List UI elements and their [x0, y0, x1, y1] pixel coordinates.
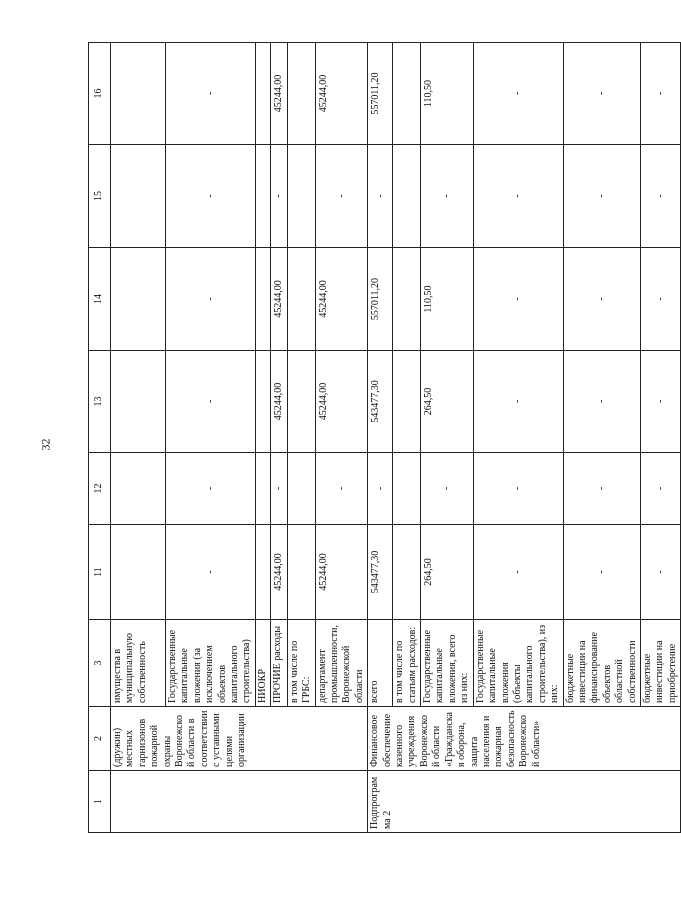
value-cell — [287, 351, 315, 453]
expense-type-cell: в том числе по статьям расходов: — [393, 620, 421, 707]
value-cell: - — [473, 351, 563, 453]
value-cell — [256, 248, 271, 351]
value-cell: - — [166, 453, 256, 525]
value-cell: - — [421, 145, 474, 248]
value-cell: - — [271, 453, 287, 525]
expense-type-cell: Государственные капитальные вложения (за исключением объектов капитального строительства) — [166, 620, 256, 707]
value-cell: 45244,00 — [315, 351, 368, 453]
value-cell — [111, 43, 166, 145]
value-cell: 45244,00 — [315, 248, 368, 351]
program-cell: Подпрограмма 2 — [368, 771, 681, 833]
value-cell — [393, 145, 421, 248]
rotated-table-container — [88, 43, 678, 833]
table-row — [111, 43, 166, 833]
header-cell: 3 — [89, 620, 111, 707]
header-cell: 15 — [89, 145, 111, 248]
page-number: 32 — [38, 438, 53, 451]
header-cell: 11 — [89, 525, 111, 620]
value-cell: - — [473, 248, 563, 351]
expense-type-cell: департамент промышленности, Воронежской области — [315, 620, 368, 707]
program-cell — [111, 771, 368, 833]
value-cell — [111, 525, 166, 620]
value-cell — [393, 43, 421, 145]
value-cell: - — [473, 453, 563, 525]
value-cell: - — [166, 525, 256, 620]
value-cell: - — [368, 453, 393, 525]
header-row — [89, 43, 111, 833]
value-cell: - — [368, 145, 393, 248]
value-cell — [393, 525, 421, 620]
expense-type-cell: имущества в муниципальную собственность — [111, 620, 166, 707]
value-cell — [287, 453, 315, 525]
value-cell — [287, 145, 315, 248]
value-cell: 543477,30 — [368, 351, 393, 453]
value-cell — [287, 525, 315, 620]
value-cell — [256, 43, 271, 145]
value-cell: - — [563, 43, 640, 145]
value-cell — [111, 453, 166, 525]
value-cell — [256, 453, 271, 525]
value-cell: - — [640, 351, 680, 453]
value-cell: - — [563, 453, 640, 525]
value-cell: 264,50 — [421, 351, 474, 453]
value-cell: 45244,00 — [271, 43, 287, 145]
expense-type-cell: бюджетные инвестиции на финансирование объектов областной собственности — [563, 620, 640, 707]
value-cell — [256, 351, 271, 453]
value-cell: - — [473, 145, 563, 248]
value-cell: - — [473, 43, 563, 145]
value-cell: - — [271, 145, 287, 248]
value-cell — [287, 43, 315, 145]
header-cell: 13 — [89, 351, 111, 453]
value-cell: - — [640, 453, 680, 525]
program-name-cell: Финансовое обеспечение казенного учреждения Воронежской области «Гражданская оборона, защита населения и пожарная безопасность Воронежской области» — [368, 707, 681, 771]
expense-type-cell: всего — [368, 620, 393, 707]
value-cell: - — [166, 351, 256, 453]
value-cell: - — [640, 525, 680, 620]
value-cell: 557011,20 — [368, 43, 393, 145]
value-cell: 110,50 — [421, 43, 474, 145]
value-cell: - — [315, 145, 368, 248]
header-cell: 16 — [89, 43, 111, 145]
value-cell: 110,50 — [421, 248, 474, 351]
value-cell: 45244,00 — [271, 525, 287, 620]
header-cell: 2 — [89, 707, 111, 771]
value-cell — [287, 248, 315, 351]
value-cell — [393, 351, 421, 453]
value-cell: - — [166, 43, 256, 145]
table-row — [368, 43, 393, 833]
value-cell: - — [473, 525, 563, 620]
value-cell: - — [563, 248, 640, 351]
expense-type-cell: Государственные капитальные вложения (объекты капитального строительства), из них: — [473, 620, 563, 707]
expense-type-cell: ПРОЧИЕ расходы — [271, 620, 287, 707]
expense-type-cell: Государственные капитальные вложения, всего из них: — [421, 620, 474, 707]
program-name-cell: (дружин) местных гарнизонов пожарной охраны Воронежской области в соответствии с уставными целями организации — [111, 707, 368, 771]
value-cell: - — [563, 525, 640, 620]
value-cell — [393, 453, 421, 525]
value-cell: 264,50 — [421, 525, 474, 620]
value-cell: - — [640, 43, 680, 145]
value-cell: - — [421, 453, 474, 525]
expense-type-cell: бюджетные инвестиции на приобретение — [640, 620, 680, 707]
value-cell — [256, 145, 271, 248]
value-cell: - — [166, 248, 256, 351]
value-cell — [393, 248, 421, 351]
expense-type-cell: в том числе по ГРБС: — [287, 620, 315, 707]
value-cell: 45244,00 — [271, 351, 287, 453]
value-cell: - — [563, 145, 640, 248]
value-cell: - — [315, 453, 368, 525]
value-cell: 45244,00 — [315, 43, 368, 145]
expense-type-cell: НИОКР — [256, 620, 271, 707]
value-cell — [111, 145, 166, 248]
value-cell: 543477,30 — [368, 525, 393, 620]
value-cell: 557011,20 — [368, 248, 393, 351]
value-cell — [111, 351, 166, 453]
value-cell: 45244,00 — [315, 525, 368, 620]
header-cell: 14 — [89, 248, 111, 351]
value-cell: 45244,00 — [271, 248, 287, 351]
value-cell: - — [640, 145, 680, 248]
value-cell: - — [166, 145, 256, 248]
value-cell: - — [563, 351, 640, 453]
header-cell: 1 — [89, 771, 111, 833]
value-cell: - — [640, 248, 680, 351]
value-cell — [111, 248, 166, 351]
budget-table — [88, 42, 681, 833]
header-cell: 12 — [89, 453, 111, 525]
value-cell — [256, 525, 271, 620]
